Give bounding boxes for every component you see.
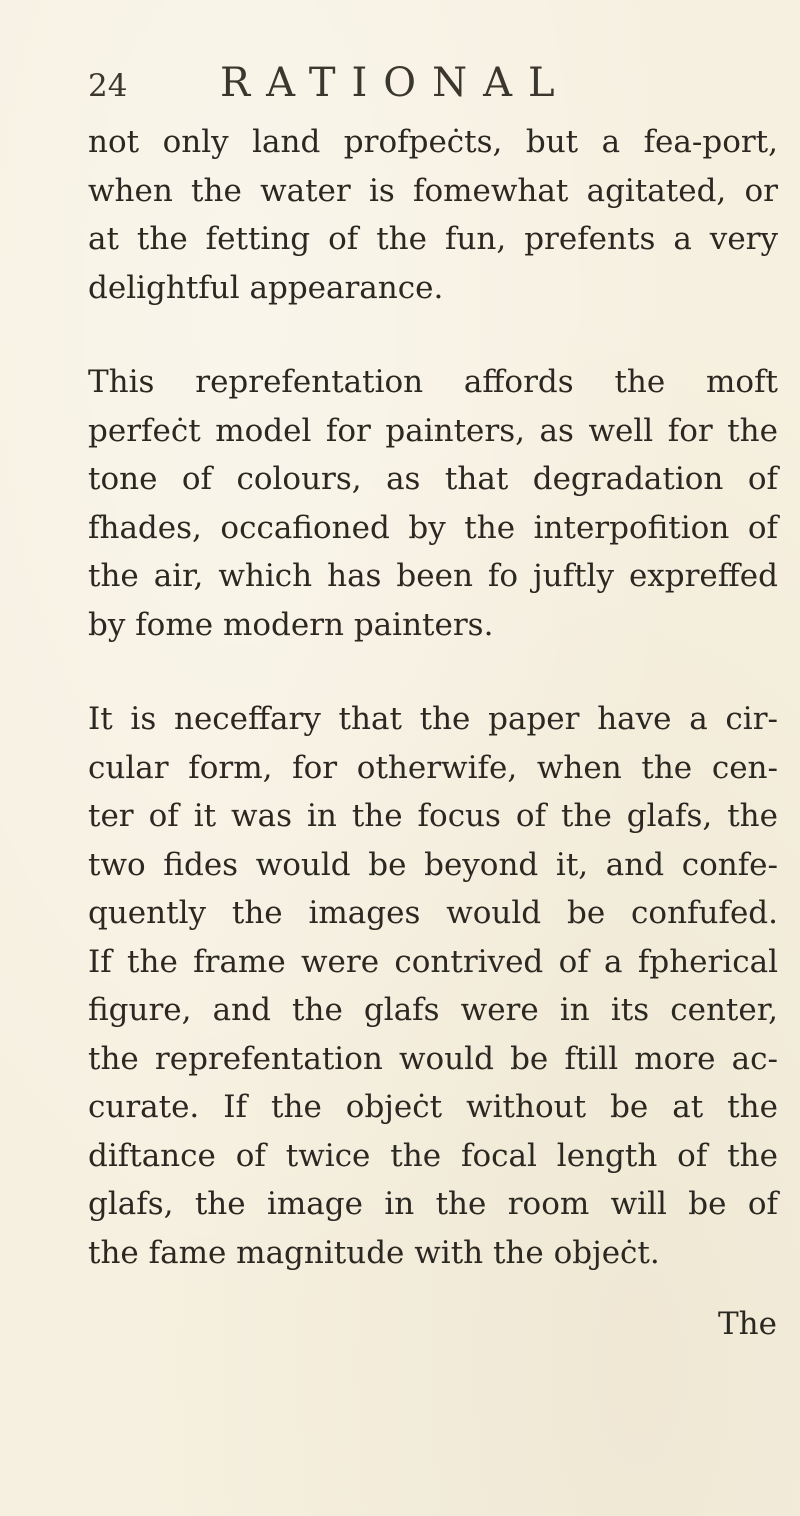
page-number: 24: [88, 68, 128, 104]
paragraph-2: [88, 358, 778, 649]
text-line: the fame magnitude with the objeċt.: [88, 1234, 660, 1271]
text-line: curate. If the objeċt without be at the: [88, 1089, 778, 1125]
text-line: the air, which has been fo juftly expreffed: [88, 558, 778, 594]
text-line: fhades, occafioned by the interpofition of: [88, 509, 778, 546]
text-line: It is neceffary that the paper have a cir-: [88, 701, 778, 737]
catchword: The: [718, 1306, 777, 1342]
text-line: quently the images would be confufed.: [88, 895, 778, 931]
text-line: perfeċt model for painters, as well for the: [88, 412, 778, 449]
text-line: at the fetting of the fun, prefents a very: [88, 221, 778, 257]
text-line: This reprefentation affords the moft: [88, 364, 778, 400]
running-head: RATIONAL: [220, 60, 571, 106]
text-line: If the frame were contrived of a fpherical: [88, 943, 778, 980]
text-line: the reprefentation would be ftill more ac-: [88, 1040, 778, 1077]
text-line: ter of it was in the focus of the glafs, the: [88, 798, 778, 834]
text-line: delightful appearance.: [88, 269, 444, 306]
text-line: diftance of twice the focal length of the: [88, 1137, 778, 1174]
paragraph-3: [88, 695, 778, 1277]
text-line: by fome modern painters.: [88, 606, 494, 643]
page-header: [88, 60, 728, 112]
text-line: tone of colours, as that degradation of: [88, 461, 778, 497]
text-line: when the water is fomewhat agitated, or: [88, 172, 778, 209]
text-line: cular form, for otherwife, when the cen-: [88, 749, 778, 786]
text-line: two fides would be beyond it, and confe-: [88, 846, 778, 883]
body-text: [88, 118, 778, 1277]
text-line: glafs, the image in the room will be of: [88, 1186, 778, 1222]
text-line: not only land profpeċts, but a fea-port,: [88, 124, 778, 160]
paragraph-1: [88, 118, 778, 312]
text-line: figure, and the glafs were in its center,: [88, 992, 778, 1028]
